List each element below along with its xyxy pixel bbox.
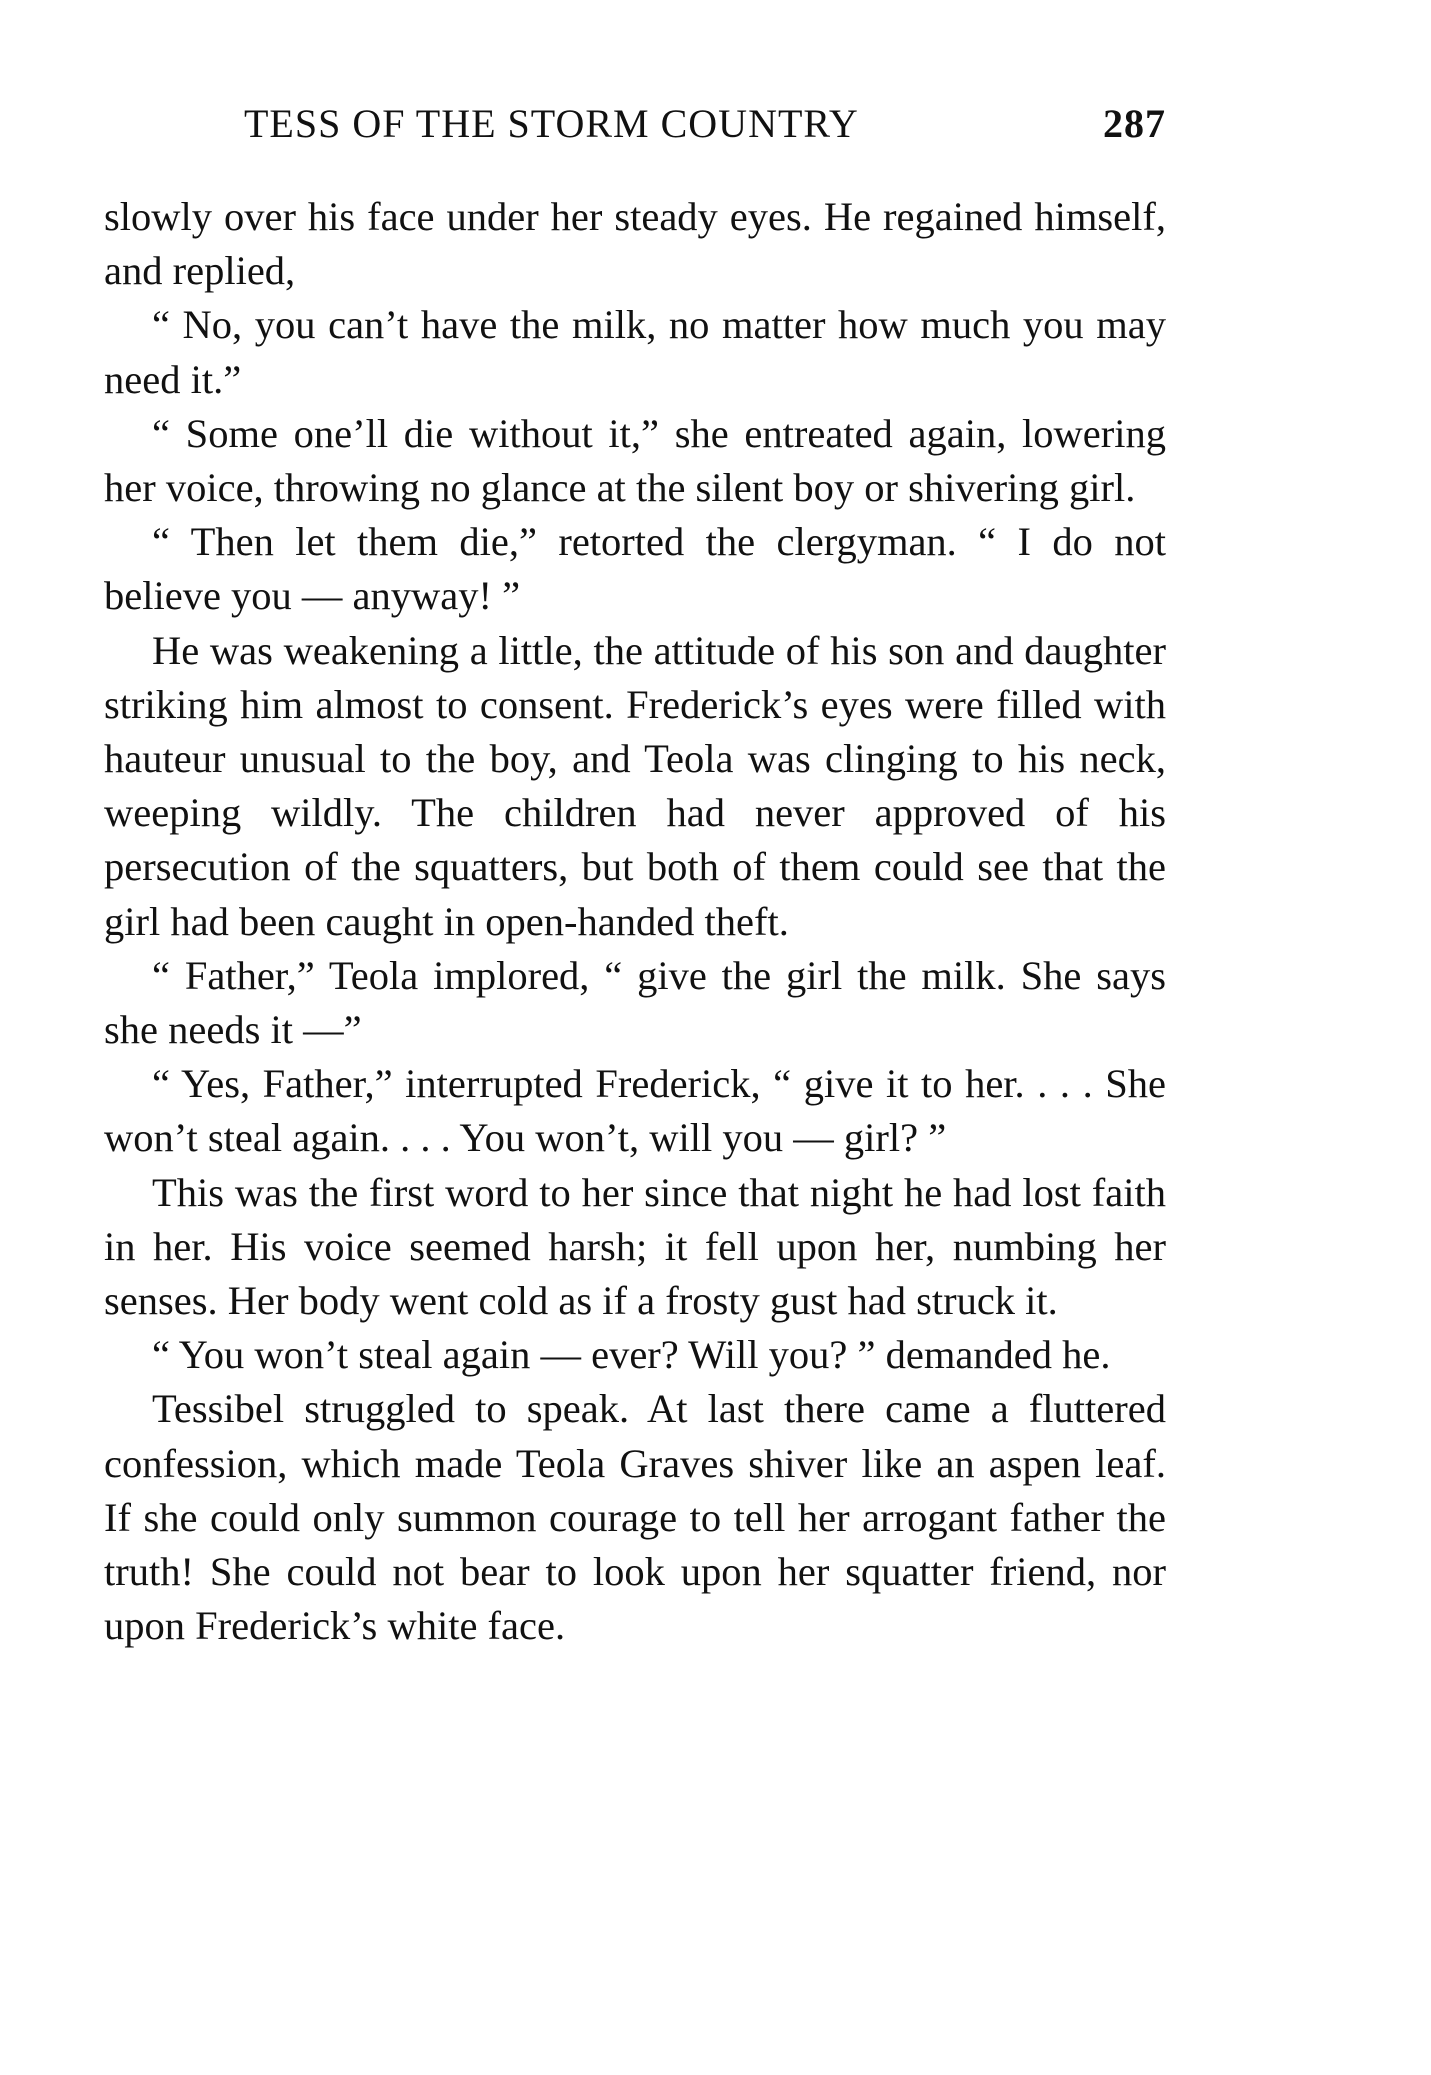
paragraph: “ You won’t steal again — ever? Will you? ” demanded he. <box>152 1332 1111 1378</box>
paragraph: “ Some one’ll die without it,” she entreated again, lowering her voice, throwing no glance at the silent boy or shivering girl. <box>104 410 1166 511</box>
paragraph: “ No, you can’t have the milk, no matter how much you may need it.” <box>104 302 1166 402</box>
paragraph-continued: slowly over his face under her steady eyes. He regained himself, and replied, <box>104 194 1166 294</box>
paragraph: He was weakening a little, the attitude of his son and daughter striking him almost to consent. Frederick’s eyes were filled with hauteur unusual to the boy, and Teola was clinging to his neck, weeping wildly. The children had never approved of his persecution of the squatters, but both of them could see that the girl had been caught in open-handed theft. <box>104 627 1166 944</box>
paragraph: “ Then let them die,” retorted the clergyman. “ I do not believe you — anyway! ” <box>104 519 1166 619</box>
page-body <box>104 190 1166 1653</box>
paragraph: This was the first word to her since that night he had lost faith in her. His voice seemed harsh; it fell upon her, numbing her senses. Her body went cold as if a frosty gust had struck it. <box>104 1169 1166 1324</box>
page-number: 287 <box>1103 101 1166 146</box>
paragraph: Tessibel struggled to speak. At last there came a fluttered confession, which made Teola Graves shiver like an aspen leaf. If she could only summon courage to tell her arrogant father the truth! She could not bear to look upon her squatter friend, nor upon Frederick’s white face. <box>104 1386 1166 1649</box>
paragraph: “ Father,” Teola implored, “ give the girl the milk. She says she needs it —” <box>104 952 1166 1053</box>
paragraph: “ Yes, Father,” interrupted Frederick, “ give it to her. . . . She won’t steal again. . . . You won’t, will you — girl? ” <box>104 1061 1166 1161</box>
running-title: TESS OF THE STORM COUNTRY <box>244 101 859 146</box>
running-header <box>104 100 1166 156</box>
